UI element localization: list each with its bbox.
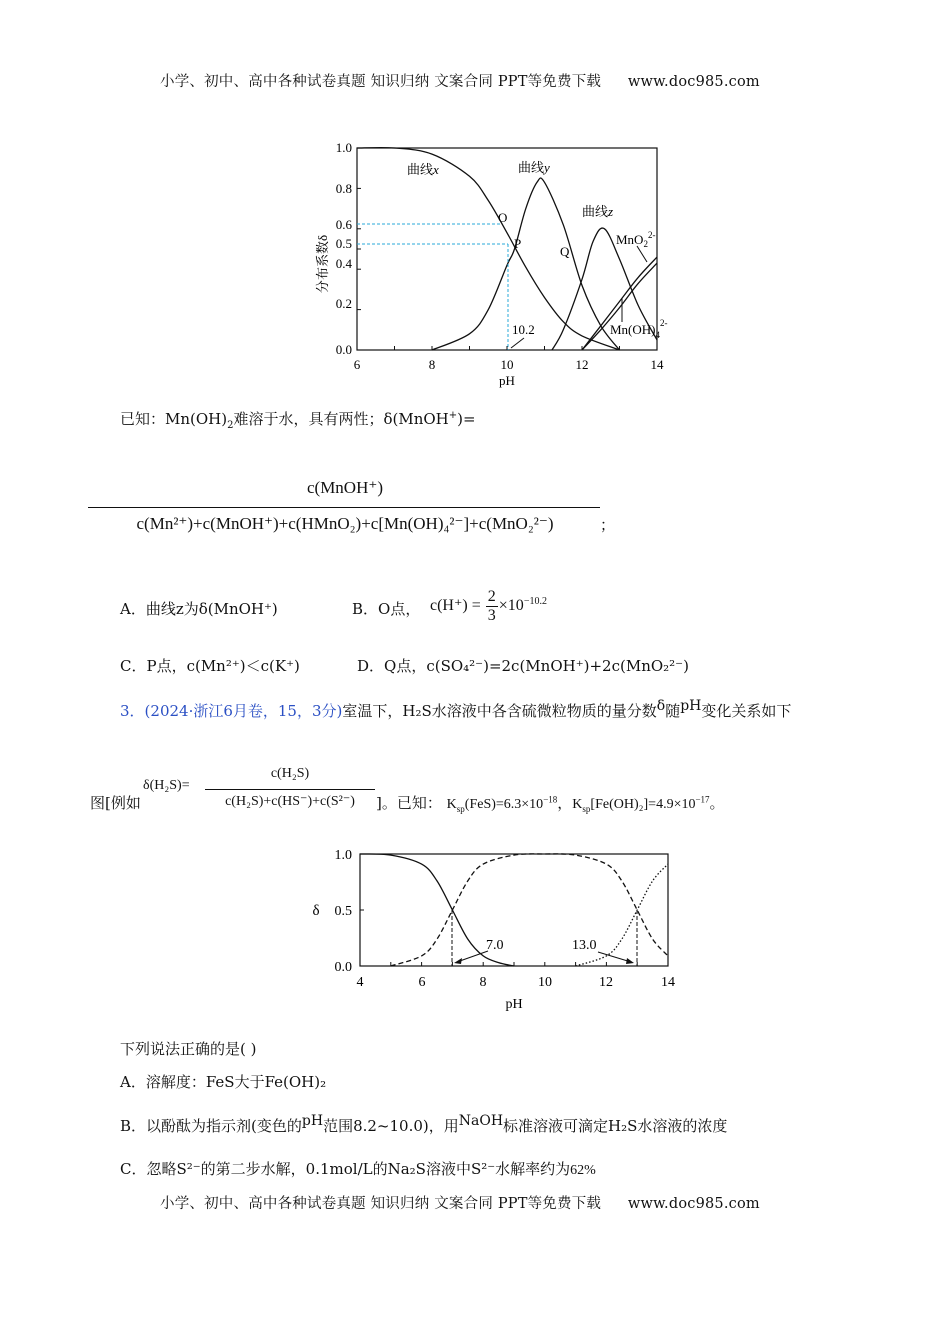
fig1-ytick: 0.6 xyxy=(335,217,352,232)
fig2-ylabel: δ xyxy=(312,903,320,919)
fig1-label-mno2: MnO$_2^{2-}$ xyxy=(616,230,656,249)
fig2-xtick: 8 xyxy=(479,975,487,990)
fig1-xtick: 14 xyxy=(650,357,664,372)
figure-1-chart xyxy=(310,138,690,393)
series-line-1 xyxy=(357,148,620,350)
fig1-ytick: 0.2 xyxy=(335,296,352,311)
option-1d: D．Q点，c(SO₄²⁻)=2c(MnOH⁺)+2c(MnO₂²⁻) xyxy=(357,657,689,675)
q3-option-c: C．忽略S²⁻的第二步水解，0.1mol/L的Na₂S溶液中S²⁻水解率约为62% xyxy=(120,1160,596,1178)
q3-frac-den: c(H₂S)+c(HS⁻)+c(S²⁻) xyxy=(225,794,355,809)
question-3-line2-rest: ]。已知： $K_{sp}(FeS)=6.3\times 10^{-18}$，$K_{sp}[Fe(OH)_2]=4.9\times 10^{-17}$。 xyxy=(376,794,725,814)
fig1-ylabel: 分布系数δ xyxy=(315,234,330,294)
fig1-plot-frame xyxy=(357,148,657,350)
fig1-axis-ticks xyxy=(357,188,620,350)
figure-2-chart xyxy=(300,838,690,1016)
q3-number: 3． xyxy=(120,702,145,720)
fig1-label-curve-z: 曲线z xyxy=(582,204,614,219)
fig1-annot-ph: 10.2 xyxy=(512,322,535,337)
footer-site[interactable]: www.doc985.com xyxy=(627,1196,760,1212)
fig1-xtick: 10 xyxy=(500,357,514,372)
fig1-point-p: P xyxy=(514,236,522,251)
q3-frac-left: δ(H₂S)= xyxy=(143,778,190,793)
fig1-ytick: 1.0 xyxy=(335,140,352,155)
known-statement: 已知：$Mn(OH)_2$难溶于水，具有两性；δ(MnOH+)= xyxy=(120,410,476,431)
fig2-xtick: 6 xyxy=(418,975,426,990)
q3-frac-bar xyxy=(205,789,375,790)
q3-stem: 下列说法正确的是( ) xyxy=(120,1040,257,1058)
header-text: 小学、初中、高中各种试卷真题 知识归纳 文案合同 PPT等免费下载 xyxy=(160,74,602,90)
fig1-ytick: 0.0 xyxy=(335,342,352,357)
fig1-xtick: 12 xyxy=(575,357,589,372)
page-header xyxy=(160,70,760,91)
fig1-xtick: 8 xyxy=(428,357,436,372)
fig2-ytick: 0.5 xyxy=(334,904,352,919)
fraction1-bar xyxy=(88,507,600,508)
fig1-point-q: Q xyxy=(560,244,570,259)
series-line-2 xyxy=(391,854,668,966)
fraction1-denominator: c(Mn²⁺)+c(MnOH⁺)+c(HMnO₂)+c[Mn(OH)₄²⁻]+c(MnO₂²⁻) xyxy=(136,514,554,533)
q3-option-b: B．以酚酞为指示剂(变色的$^{pH}$范围8.2~10.0)，用$^{NaOH}$标准溶液可滴定H₂S水溶液的浓度 xyxy=(120,1113,728,1135)
fig2-xtick: 10 xyxy=(538,975,552,990)
question-3-line2-prefix: 图[例如 xyxy=(90,794,141,812)
fig1-ytick: 0.8 xyxy=(335,181,352,196)
fig2-xtick: 4 xyxy=(356,975,364,990)
q3-frac-num: c(H₂S) xyxy=(270,766,310,781)
fig2-xtick: 14 xyxy=(661,975,675,990)
fig2-curves xyxy=(360,854,668,966)
header-site[interactable]: www.doc985.com xyxy=(627,74,760,90)
fig1-point-o: O xyxy=(498,210,508,225)
q3-option-a: A．溶解度：FeS大于Fe(OH)₂ xyxy=(120,1073,327,1091)
fig1-ytick: 0.4 xyxy=(335,256,352,271)
fig2-xtick: 12 xyxy=(599,975,613,990)
fig2-arrowhead-2 xyxy=(626,958,634,964)
fig1-ytick: 0.5 xyxy=(335,236,352,251)
option-1c: C．P点，c(Mn²⁺)＜c(K⁺) xyxy=(120,657,300,675)
fig2-xlabel: pH xyxy=(505,997,523,1012)
footer-text: 小学、初中、高中各种试卷真题 知识归纳 文案合同 PPT等免费下载 xyxy=(160,1196,602,1212)
fraction1-numerator: c(MnOH⁺) xyxy=(306,478,383,497)
fig2-plot-frame xyxy=(360,854,668,966)
page-footer xyxy=(160,1192,760,1213)
fig1-label-curve-y: 曲线y xyxy=(518,160,550,175)
fig1-annot-arrow xyxy=(511,338,524,348)
option-1b-prefix: B．O点， xyxy=(352,600,421,618)
q3-source: (2024·浙江6月卷，15，3分) xyxy=(144,702,343,720)
fig2-ytick: 1.0 xyxy=(334,848,352,863)
option-1a: A．曲线z为δ(MnOH⁺) xyxy=(120,600,278,618)
fig1-curves xyxy=(357,148,657,350)
fig2-arrowhead-1 xyxy=(454,958,462,964)
fig1-label-mnoh4: $Mn(OH)_4^{2-}$ xyxy=(610,318,668,340)
fig2-ytick: 0.0 xyxy=(334,960,352,975)
fig1-xtick: 6 xyxy=(353,357,361,372)
fig1-xlabel: pH xyxy=(499,373,515,388)
question-3-line1: 3．(2024·浙江6月卷，15，3分)室温下，H₂S水溶液中各含硫微粒物质的量分数$^\delta$随$^{pH}$变化关系如下 xyxy=(120,698,792,720)
fig2-annot-2: 13.0 xyxy=(572,938,597,953)
option-1b-expr: c(H⁺) = $\frac{2}{3}$ $\times 10^{-10.2}$ xyxy=(430,588,547,624)
fig1-label-curve-x: 曲线x xyxy=(407,162,439,177)
fig2-annot-1: 7.0 xyxy=(486,938,504,953)
fraction1-tail: ； xyxy=(600,516,616,534)
